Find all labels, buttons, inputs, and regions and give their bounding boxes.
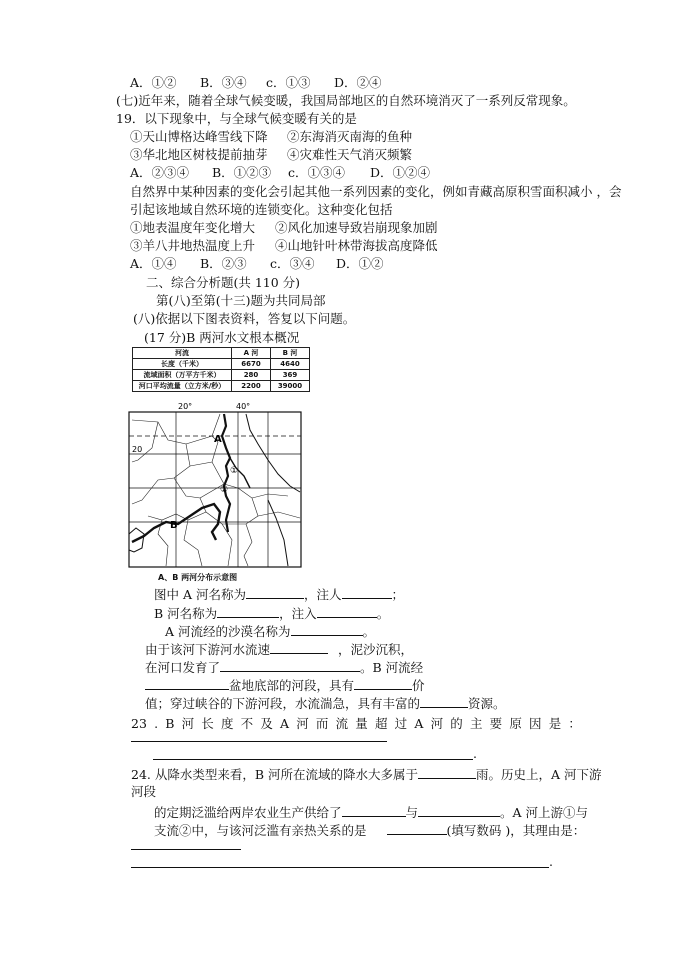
q23-char: 要 (489, 716, 503, 731)
q20-item-3: ③羊八井地热温度上升 (130, 238, 256, 253)
q23-char: A (414, 716, 424, 731)
q22-title: (17 分)B 两河水文根本概况 (144, 330, 300, 345)
q22-text: B 河名称为 (154, 606, 218, 621)
table-cell: 39000 (271, 381, 310, 392)
q24-line-4 (154, 822, 585, 839)
q23-char: 流 (335, 716, 349, 731)
q22-text: 。 (362, 624, 376, 639)
answer-blank[interactable] (220, 659, 360, 672)
q23-char: 不 (240, 716, 254, 731)
prev-option-a: A．①② (130, 75, 177, 90)
part2-title: 二、综合分析题(共 110 分) (146, 275, 301, 290)
q22-text: 。B 河流经 (360, 660, 424, 675)
lon-label-20: 20° (178, 402, 193, 411)
q24-line-3 (154, 804, 588, 821)
q20-option-c: c．③④ (270, 256, 315, 271)
q24-line-1 (131, 766, 602, 783)
table-row (133, 359, 310, 370)
q22-line-5 (145, 659, 423, 676)
q22-line-7 (145, 695, 506, 712)
prev-option-d: D．②④ (334, 75, 382, 90)
q23-char: A (280, 716, 290, 731)
river-b-label: B (170, 520, 178, 531)
table-row (133, 370, 310, 381)
q22-text: 图中 A 河名称为 (154, 587, 246, 602)
q23-char: 过 (394, 716, 408, 731)
q24-text: 的定期泛滥给两岸农业生产供给了 (154, 805, 342, 820)
q24-text: 24. 从降水类型来看，B 河所在流域的降水大多属于 (131, 767, 419, 782)
table-cell: 长度（千米） (133, 359, 232, 370)
q24-end-period: . (549, 854, 553, 869)
q20-option-d: D．①② (336, 256, 384, 271)
answer-blank[interactable] (291, 623, 363, 636)
section-8-intro: (八)依据以下图表资料，答复以下问题。 (133, 311, 356, 326)
shared-note: 第(八)至第(十三)题为共同局部 (156, 293, 326, 308)
q20-item-1: ①地表温度年变化增大 (130, 220, 256, 235)
mark-1-label: ① (230, 466, 239, 476)
q22-line-2 (154, 605, 389, 622)
prev-option-b: B．③④ (200, 75, 247, 90)
table-cell: 369 (271, 370, 310, 381)
q20-stem-line2: 引起该地域自然环境的连锁变化。这种变化包括 (130, 202, 393, 217)
q22-text: ； (391, 587, 405, 602)
answer-blank[interactable] (420, 695, 468, 708)
q19-option-b: B．①②③ (212, 165, 272, 180)
table-header-cell: A 河 (232, 348, 271, 359)
q23-end-period: . (473, 746, 477, 761)
answer-line[interactable] (131, 741, 387, 742)
q23-char: 是 (548, 716, 562, 731)
q23-char: 因 (529, 716, 542, 731)
q22-line-3 (165, 623, 375, 640)
answer-blank[interactable] (418, 766, 476, 779)
answer-blank[interactable] (354, 677, 412, 690)
table-header-cell: 河流 (133, 348, 232, 359)
table-cell: 2200 (232, 381, 271, 392)
q19-item-4: ④灾难性天气消灭频繁 (287, 147, 413, 162)
q19-stem: 19．以下现象中，与全球气候变暖有关的是 (116, 111, 357, 126)
answer-blank[interactable] (270, 641, 328, 654)
hydrology-table (132, 347, 310, 392)
q19-item-3: ③华北地区树枝提前抽芽 (130, 147, 268, 162)
q23-char: B (165, 716, 175, 731)
q24-text: 雨。历史上，A 河下游 (476, 767, 602, 782)
lat-label-20: 20 (132, 445, 143, 454)
section-7-intro: (七)近年来，随着全球气候变暖，我国局部地区的自然环境消灭了一系列反常现象。 (116, 93, 576, 108)
answer-blank[interactable] (145, 677, 229, 690)
answer-blank[interactable] (418, 804, 500, 817)
mark-2-label: ② (220, 485, 229, 495)
q23-char: 超 (374, 716, 388, 731)
answer-blank[interactable] (217, 605, 279, 618)
q22-text: 。 (376, 606, 390, 621)
q22-line-6 (145, 677, 425, 694)
q23-char: 长 (201, 716, 214, 731)
q24-text: 支流②中，与该河泛滥有亲热关系的是 (154, 823, 367, 838)
q20-option-a: A．①④ (130, 256, 177, 271)
q23-char: 量 (355, 716, 368, 731)
q22-line-4 (145, 641, 413, 658)
q20-item-2: ②风化加速导致岩崩现象加剧 (275, 220, 438, 235)
table-cell: 流域面积（万平方千米） (133, 370, 232, 381)
q20-item-4: ④山地针叶林带海拔高度降低 (275, 238, 438, 253)
q22-line-1 (154, 586, 404, 603)
q19-option-a: A．②③④ (130, 165, 190, 180)
answer-blank[interactable] (317, 605, 377, 618)
q24-text: 。A 河上游①与 (500, 805, 589, 820)
answer-blank[interactable] (387, 822, 447, 835)
q22-text: 资源。 (468, 696, 506, 711)
q23-char: 河 (430, 716, 444, 731)
q22-text: ，注入 (279, 606, 317, 621)
table-cell: 280 (232, 370, 271, 381)
lon-label-40: 40° (236, 402, 251, 411)
q24-text: (填写数码 )，其理由是： (446, 823, 586, 838)
q19-item-1: ①天山博格达峰雪线下降 (130, 129, 268, 144)
q22-text: 由于该河下游河水流速 (145, 642, 271, 657)
answer-blank[interactable] (246, 586, 304, 599)
q22-text: 盆地底部的河段，具有 (229, 678, 355, 693)
q23-char: 河 (296, 716, 309, 731)
q23-char: 的 (450, 716, 463, 731)
table-header-row (133, 348, 310, 359)
q19-option-c: c．①③④ (288, 165, 346, 180)
q22-text: ，注人 (303, 587, 342, 602)
prev-option-c: c．①③ (266, 75, 311, 90)
q23-char: 河 (181, 716, 195, 731)
q24-text: 与 (405, 805, 419, 820)
q23-char: 度 (220, 716, 234, 731)
q19-item-2: ②东海消灭南海的鱼种 (287, 129, 413, 144)
answer-line[interactable] (131, 867, 549, 868)
q22-text: 在河口发育了 (145, 660, 221, 675)
map-caption: A、B 两河分布示意图 (158, 573, 238, 582)
q20-option-b: B．②③ (200, 256, 247, 271)
table-cell: 6670 (232, 359, 271, 370)
q22-text: ，泥沙沉积， (338, 642, 414, 657)
table-row (133, 381, 310, 392)
answer-line[interactable] (153, 759, 473, 760)
q23-char: 及 (260, 716, 273, 731)
q23-char: 23 (131, 716, 147, 731)
river-a-label: A (214, 434, 222, 445)
river-distribution-map (128, 400, 304, 570)
q23-char: 主 (469, 716, 483, 731)
q22-text: 值；穿过峡谷的下游河段，水流湍急，具有丰富的 (145, 696, 421, 711)
q23-char: ： (568, 716, 581, 731)
q19-option-d: D．①②④ (370, 165, 431, 180)
q22-text: 价 (412, 678, 425, 693)
table-header-cell: B 河 (271, 348, 310, 359)
q22-text: A 河流经的沙漠名称为 (165, 624, 291, 639)
q24-line-2: 河段 (131, 784, 157, 799)
answer-blank[interactable] (342, 586, 392, 599)
table-cell: 4640 (271, 359, 310, 370)
answer-blank[interactable] (342, 804, 406, 817)
q23-char: 原 (509, 716, 522, 731)
q23-stem (131, 716, 581, 732)
table-cell: 河口平均流量（立方米/秒） (133, 381, 232, 392)
q23-char: 而 (315, 716, 329, 731)
q20-stem-line1: 自然界中某种因素的变化会引起其他一系列因素的变化，例如青藏高原积雪面积减小 ，会 (130, 184, 622, 199)
q23-char: . (154, 716, 159, 731)
answer-line[interactable] (131, 849, 241, 850)
